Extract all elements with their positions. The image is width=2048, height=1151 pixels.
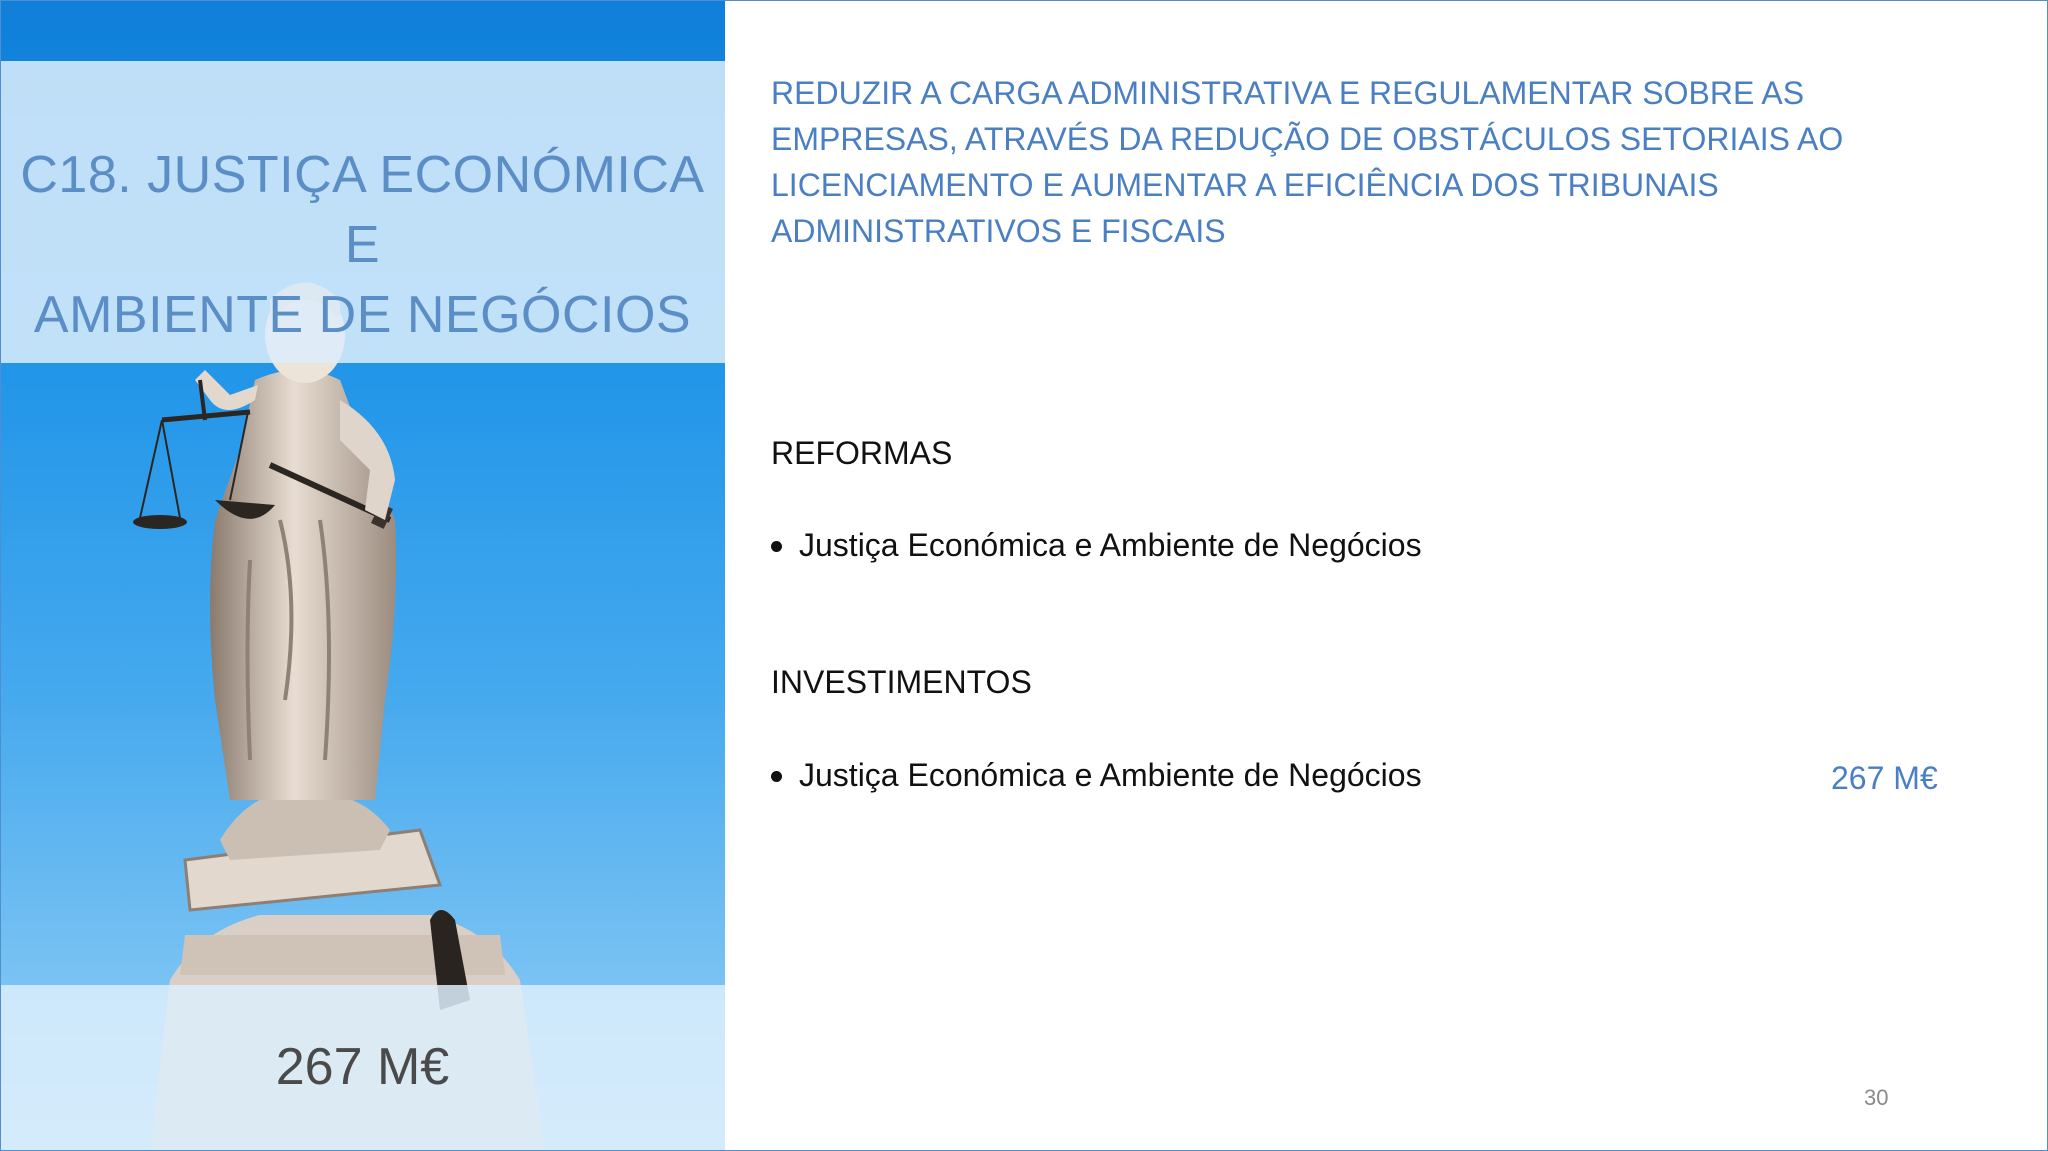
component-title — [0, 140, 725, 350]
bullet-icon — [771, 541, 782, 552]
reform-label: Justiça Económica e Ambiente de Negócios — [799, 527, 1422, 563]
investments-list-item — [771, 757, 1422, 794]
investments-heading: INVESTIMENTOS — [771, 664, 1032, 700]
title-line-2: AMBIENTE DE NEGÓCIOS — [33, 286, 692, 344]
title-line-1: C18. JUSTIÇA ECONÓMICA E — [20, 146, 705, 274]
objective-line: EMPRESAS, ATRAVÉS DA REDUÇÃO DE OBSTÁCULOS SETORIAIS AO — [771, 121, 1844, 157]
investment-label: Justiça Económica e Ambiente de Negócios — [799, 757, 1422, 793]
page-number: 30 — [1864, 1085, 1889, 1110]
objective-line: REDUZIR A CARGA ADMINISTRATIVA E REGULAMENTAR SOBRE AS — [771, 75, 1805, 111]
objective-line: LICENCIAMENTO E AUMENTAR A EFICIÊNCIA DOS TRIBUNAIS — [771, 167, 1719, 203]
objective-text — [771, 70, 1891, 254]
bullet-icon — [771, 771, 782, 782]
objective-line: ADMINISTRATIVOS E FISCAIS — [771, 213, 1226, 249]
total-amount: 267 M€ — [275, 1038, 450, 1096]
reforms-heading: REFORMAS — [771, 435, 953, 471]
justice-statue-photo — [0, 0, 725, 1151]
investment-amount: 267 M€ — [1831, 760, 1938, 796]
reforms-list-item — [771, 527, 1422, 564]
